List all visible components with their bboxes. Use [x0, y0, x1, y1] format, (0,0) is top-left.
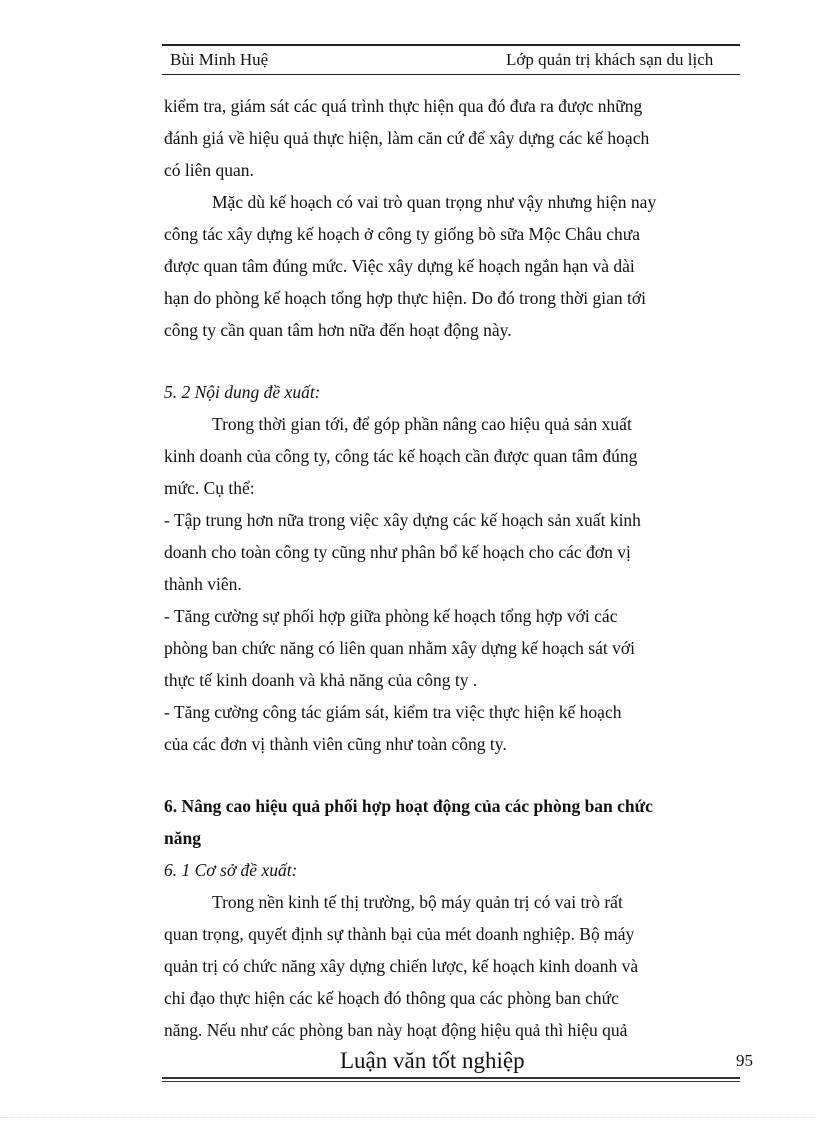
- header-bottom-rule: [162, 74, 740, 75]
- footer-title: Luận văn tốt nghiệp: [340, 1048, 525, 1073]
- body-line: quản trị có chức năng xây dựng chiến lược, kế hoạch kinh doanh và: [164, 956, 639, 976]
- body-line: công ty cần quan tâm hơn nữa đến hoạt động này.: [164, 320, 512, 340]
- section-heading-6-1: 6. 1 Cơ sở đề xuất:: [164, 860, 298, 880]
- body-line: thực tế kinh doanh và khả năng của công ty .: [164, 670, 478, 690]
- section-heading-6-cont: năng: [164, 828, 201, 848]
- header-class-name: Lớp quản trị khách sạn du lịch: [506, 50, 714, 69]
- header-top-rule: [162, 44, 740, 46]
- body-line: của các đơn vị thành viên cũng như toàn công ty.: [164, 734, 507, 754]
- body-line: đánh giá về hiệu quả thực hiện, làm căn cứ để xây dựng các kế hoạch: [164, 128, 650, 148]
- body-line: hạn do phòng kế hoạch tổng hợp thực hiện. Do đó trong thời gian tới: [164, 288, 646, 308]
- page-number: 95: [736, 1051, 753, 1070]
- section-heading-6: 6. Nâng cao hiệu quả phối hợp hoạt động của các phòng ban chức: [164, 796, 653, 816]
- bullet-line: - Tập trung hơn nữa trong việc xây dựng các kế hoạch sản xuất kinh: [164, 510, 641, 530]
- header-author: Bùi Minh Huệ: [170, 50, 269, 69]
- page-edge-dotted: [0, 1117, 816, 1118]
- footer-rule-2: [162, 1081, 740, 1082]
- footer-rule-1: [162, 1077, 740, 1079]
- body-line: có liên quan.: [164, 160, 254, 180]
- body-line: doanh cho toàn công ty cũng như phân bổ kế hoạch cho các đơn vị: [164, 542, 631, 562]
- bullet-line: - Tăng cường công tác giám sát, kiểm tra việc thực hiện kế hoạch: [164, 702, 622, 722]
- body-line: Trong thời gian tới, để góp phần nâng cao hiệu quả sản xuất: [212, 414, 632, 434]
- body-line: mức. Cụ thể:: [164, 478, 255, 498]
- body-line: phòng ban chức năng có liên quan nhằm xây dựng kế hoạch sát với: [164, 638, 635, 658]
- body-line: thành viên.: [164, 574, 242, 594]
- body-line: Mặc dù kế hoạch có vai trò quan trọng như vậy nhưng hiện nay: [212, 192, 657, 212]
- body-line: Trong nền kinh tế thị trường, bộ máy quản trị có vai trò rất: [212, 892, 623, 912]
- body-line: kiểm tra, giám sát các quá trình thực hiện qua đó đưa ra được những: [164, 96, 643, 116]
- body-line: chỉ đạo thực hiện các kế hoạch đó thông qua các phòng ban chức: [164, 988, 619, 1008]
- body-line: được quan tâm đúng mức. Việc xây dựng kế hoạch ngắn hạn và dài: [164, 256, 635, 276]
- bullet-line: - Tăng cường sự phối hợp giữa phòng kế hoạch tổng hợp với các: [164, 606, 618, 626]
- body-line: quan trọng, quyết định sự thành bại của mét doanh nghiệp. Bộ máy: [164, 924, 635, 944]
- body-line: kinh doanh của công ty, công tác kế hoạch cần được quan tâm đúng: [164, 446, 638, 466]
- section-heading-5-2: 5. 2 Nội dung đề xuất:: [164, 382, 321, 402]
- body-line: công tác xây dựng kế hoạch ở công ty giống bò sữa Mộc Châu chưa: [164, 224, 641, 244]
- body-line: năng. Nếu như các phòng ban này hoạt động hiệu quả thì hiệu quả: [164, 1020, 628, 1040]
